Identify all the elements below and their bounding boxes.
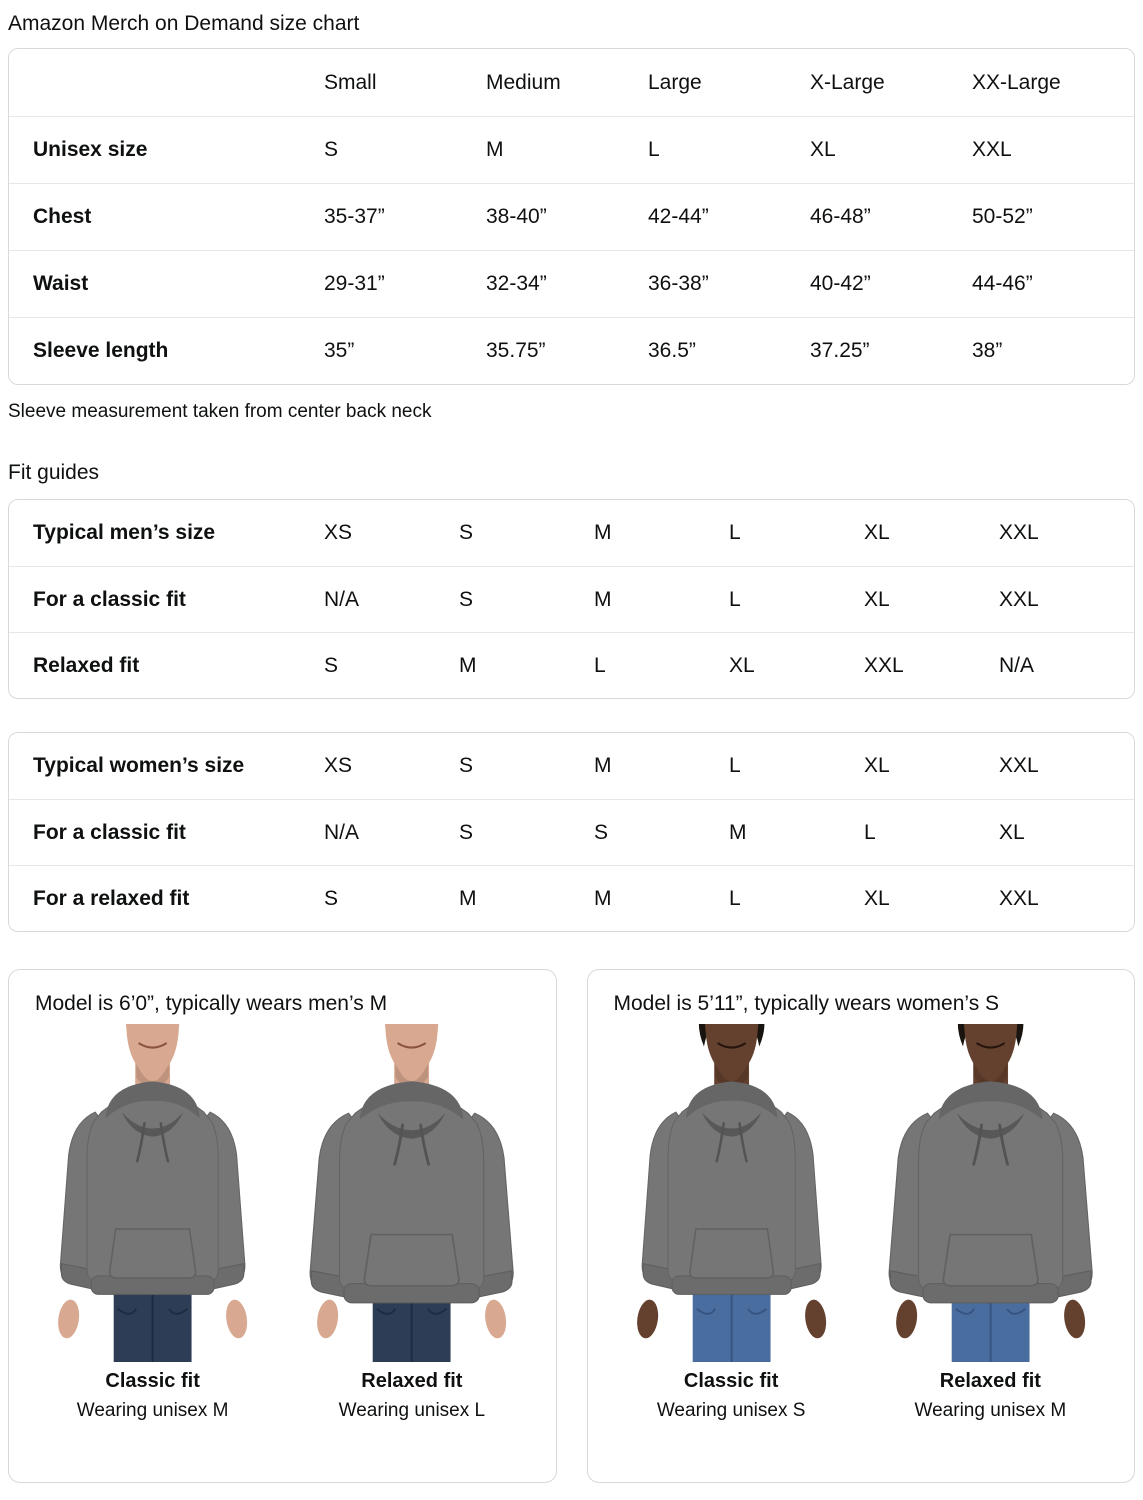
cell-value: L [729,521,741,544]
model-card-women [587,969,1136,1483]
cell-value: M [459,653,477,677]
cell-value: XXL [999,886,1039,910]
cell-value: S [594,820,609,844]
cell-value: 38-40” [486,205,547,228]
model-photo-womens-relaxed-fit [861,1024,1120,1362]
model-cards-row [8,969,1135,1483]
model-card-men [8,969,557,1483]
table-row-typical-mens-size [9,500,1134,566]
table-row-typical-womens-size [9,733,1134,799]
figures-row [602,1024,1121,1422]
hoodie-model-illustration [282,1024,541,1362]
cell-value: XL [729,653,755,677]
cell-value: XXL [999,521,1039,544]
model-photo-mens-classic-fit [23,1024,282,1362]
cell-value: XS [324,754,353,777]
cell-value: L [594,653,606,677]
cell-value: L [729,754,741,777]
fit-caption: Wearing unisex S [656,1400,806,1421]
cell-value: XXL [972,138,1012,161]
cell-value: S [459,820,474,844]
size-chart-header-row [9,49,1134,116]
model-photo-mens-relaxed-fit [282,1024,541,1362]
cell-value: XXL [999,587,1039,611]
cell-value: XXL [999,754,1039,777]
cell-value: L [864,820,876,844]
fit-guide-table-men [8,499,1135,699]
cell-value: S [459,587,474,611]
column-header-small: Small [324,70,377,94]
row-label: Unisex size [33,138,148,161]
row-label: For a classic fit [33,820,186,844]
table-row-unisex-size [9,116,1134,183]
row-label: Relaxed fit [33,653,140,677]
cell-value: XL [864,521,890,544]
cell-value: XL [864,754,890,777]
cell-value: L [729,886,741,910]
row-label: For a classic fit [33,587,186,611]
row-label: Typical men’s size [33,521,216,544]
cell-value: M [594,886,612,910]
cell-value: 35-37” [324,205,385,228]
cell-value: 50-52” [972,205,1033,228]
cell-value: M [729,820,747,844]
cell-value: S [324,138,339,161]
fit-caption: Wearing unisex M [76,1400,229,1421]
figure-women-classic [602,1024,861,1422]
cell-value: M [486,138,504,161]
cell-value: S [459,521,474,544]
table-row-waist [9,250,1134,317]
cell-value: N/A [999,653,1035,677]
cell-value: XL [999,820,1025,844]
cell-value: M [594,521,612,544]
model-card-heading: Model is 6’0”, typically wears men’s M [35,992,388,1015]
model-card-heading: Model is 5’11”, typically wears women’s S [613,992,1000,1015]
cell-value: M [594,754,612,777]
cell-value: L [729,587,741,611]
model-photo-womens-classic-fit [602,1024,861,1362]
table-row-relaxed-fit [9,632,1134,698]
fit-guide-table-women [8,732,1135,932]
row-label: Typical women’s size [33,754,245,777]
figure-men-classic [23,1024,282,1422]
hoodie-model-illustration [23,1024,282,1362]
cell-value: M [459,886,477,910]
cell-value: S [459,754,474,777]
hoodie-model-illustration [861,1024,1120,1362]
fit-guides-heading: Fit guides [8,461,100,484]
cell-value: M [594,587,612,611]
row-label: For a relaxed fit [33,886,190,910]
cell-value: 32-34” [486,272,547,295]
cell-value: XXL [864,653,904,677]
fit-label: Classic fit [105,1370,200,1392]
row-label: Chest [33,205,92,228]
row-label: Waist [33,272,89,295]
cell-value: 46-48” [810,205,871,228]
cell-value: 38” [972,339,1003,362]
cell-value: 35.75” [486,339,546,362]
fit-caption: Wearing unisex M [914,1400,1067,1421]
row-label: Sleeve length [33,339,169,362]
fit-label: Relaxed fit [939,1370,1041,1392]
table-row-sleeve-length [9,317,1134,384]
cell-value: XS [324,521,353,544]
table-row-classic-fit [9,799,1134,865]
column-header-medium: Medium [486,70,561,94]
sleeve-measurement-note: Sleeve measurement taken from center back neck [8,401,432,422]
figure-men-relaxed [282,1024,541,1422]
cell-value: 36.5” [648,339,696,362]
cell-value: 35” [324,339,355,362]
table-row-classic-fit [9,566,1134,632]
cell-value: 42-44” [648,205,709,228]
fit-caption: Wearing unisex L [338,1400,486,1421]
page-title: Amazon Merch on Demand size chart [8,12,360,35]
size-chart-table [8,48,1135,385]
cell-value: XL [864,587,890,611]
cell-value: L [648,138,660,161]
cell-value: N/A [324,820,360,844]
fit-label: Relaxed fit [361,1370,463,1392]
cell-value: S [324,886,339,910]
cell-value: 44-46” [972,272,1033,295]
hoodie-model-illustration [602,1024,861,1362]
table-row-chest [9,183,1134,250]
figures-row [23,1024,542,1422]
cell-value: 37.25” [810,339,870,362]
cell-value: 36-38” [648,272,709,295]
fit-label: Classic fit [683,1370,779,1392]
cell-value: N/A [324,587,360,611]
column-header-x-large: X-Large [810,70,885,94]
cell-value: S [324,653,339,677]
cell-value: 29-31” [324,272,385,295]
cell-value: XL [864,886,890,910]
column-header-large: Large [648,70,702,94]
table-row-relaxed-fit [9,865,1134,931]
cell-value: XL [810,138,836,161]
column-header-xx-large: XX-Large [972,70,1061,94]
figure-women-relaxed [861,1024,1120,1422]
cell-value: 40-42” [810,272,871,295]
